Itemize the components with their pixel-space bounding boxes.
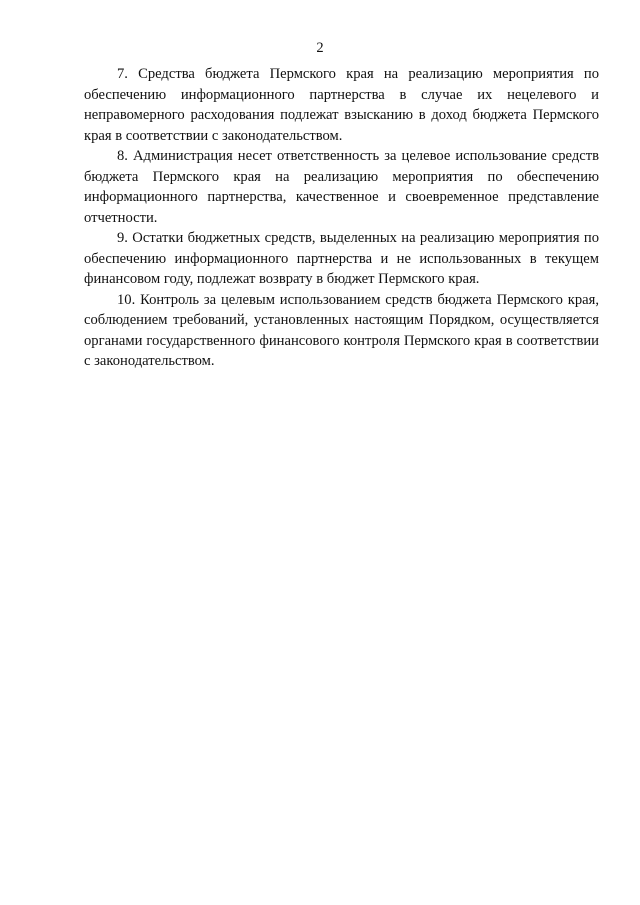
document-body xyxy=(84,64,599,372)
paragraph-10: 10. Контроль за целевым использованием средств бюджета Пермского края, соблюдением требований, установленных настоящим Порядком, осуществляется органами государственного финансового контроля Пермского края в соответствии с законодательством. xyxy=(84,291,599,369)
paragraph-8: 8. Администрация несет ответственность за целевое использование средств бюджета Пермского края на реализацию мероприятия по обеспечению информационного партнерства, качественное и своевременное представление отчетности. xyxy=(84,148,599,226)
paragraph-7: 7. Средства бюджета Пермского края на реализацию мероприятия по обеспечению информационного партнерства в случае их нецелевого и неправомерного расходования подлежат взысканию в доход бюджета Пермского края в соответствии с законодательством. xyxy=(84,66,599,144)
paragraph-9: 9. Остатки бюджетных средств, выделенных на реализацию мероприятия по обеспечению информационного партнерства и не использованных в текущем финансовом году, подлежат возврату в бюджет Пермского края. xyxy=(84,230,599,287)
page-number: 2 xyxy=(316,40,324,56)
